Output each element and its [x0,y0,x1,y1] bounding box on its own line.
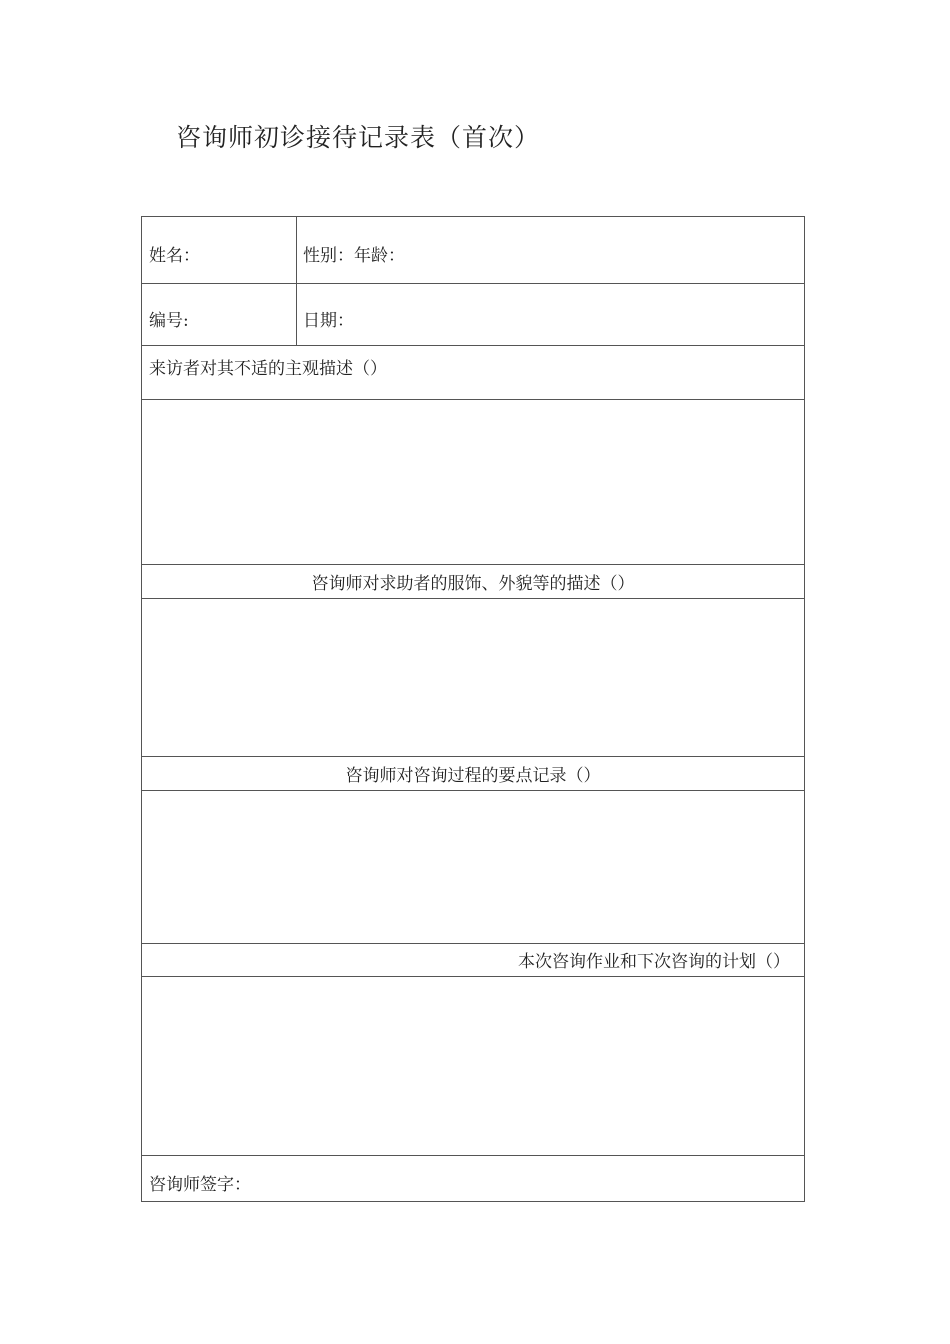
appearance-entry-area[interactable] [142,598,804,756]
complaint-entry-area[interactable] [142,399,804,564]
number-field[interactable]: 编号: [149,311,189,331]
section-header-plan [142,943,804,976]
record-form [141,216,805,1202]
plan-label: 本次咨询作业和下次咨询的计划（） [518,952,790,972]
process-entry-area[interactable] [142,790,804,943]
signature-field[interactable]: 咨询师签字： [149,1175,251,1195]
page-title: 咨询师初诊接待记录表（首次） [176,123,541,152]
date-field[interactable]: 日期： [303,311,354,331]
section-header-appearance [142,564,804,598]
process-label: 咨询师对咨询过程的要点记录（） [345,766,601,786]
section-header-process [142,756,804,790]
row-name-gender [142,217,804,283]
plan-entry-area[interactable] [142,976,804,1155]
gender-age-field[interactable]: 性别：年龄： [303,246,405,266]
name-field[interactable]: 姓名： [149,246,200,266]
complaint-label: 来访者对其不适的主观描述（） [149,359,387,379]
row-number-date [142,283,804,345]
section-header-complaint [142,345,804,399]
row-signature [142,1155,804,1201]
appearance-label: 咨询师对求助者的服饰、外貌等的描述（） [311,574,635,594]
